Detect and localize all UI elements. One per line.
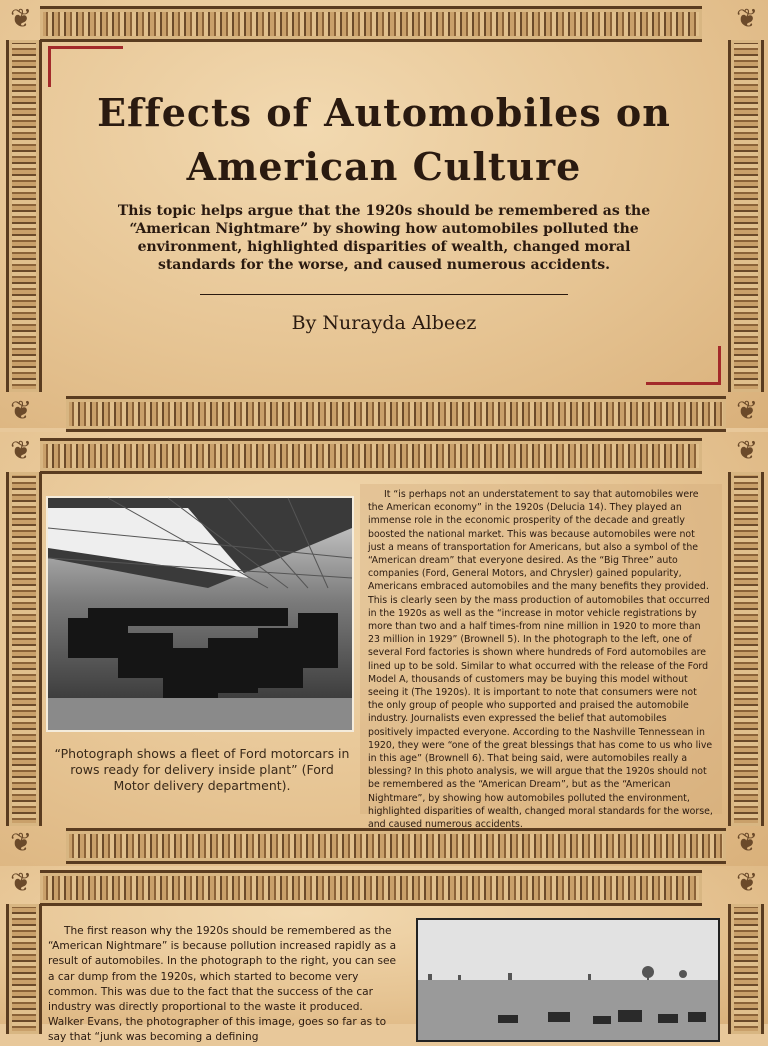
photo-car-dump bbox=[416, 918, 720, 1042]
divider bbox=[200, 294, 568, 295]
border-right bbox=[728, 904, 764, 1034]
ornament-icon: ❦ bbox=[10, 396, 32, 426]
page-title: Effects of Automobiles on American Culture bbox=[97, 90, 671, 189]
border-left bbox=[6, 472, 42, 826]
border-left bbox=[6, 40, 42, 392]
photo-caption: “Photograph shows a fleet of Ford motorcars in rows ready for delivery inside plant” (Ford Motor delivery department). bbox=[54, 746, 350, 793]
intro-paragraph: It “is perhaps not an understatement to say that automobiles were the American economy” in the 1920s (Delucia 14). They played an immense role in the economic prosperity of the decade and greatly boosted the national market. This was because automobiles were not just a means of transportation for Americans, but also a symbol of the “American dream” that everyone desired. As the “Big Three” auto companies (Ford, General Motors, and Chrysler) gained popularity, Americans embraced automobiles and the many benefits they provided. This is clearly seen by the mass production of automobiles that occurred in the 1920s as well as the “increase in motor vehicle registrations by more than two and a half times-from nine million in 1920 to more than 23 million in 1929” (Brownell 5). In the photograph to the left, one of several Ford factories is shown where hundreds of Ford automobiles are lined up to be sold. Similar to what occurred with the release of the Ford Model A, thousands of customers may be buying this model without seeing it (The 1920s). It is important to note that consumers were not the only group of people who supported and praised the automobile industry. Journalists even expressed the belief that automobiles positively impacted everyone. According to the Nashville Tennessean in 1920, they were “one of the great blessings that has come to us who live in this age” (Brownell 6). That being said, were automobiles really a blessing? In this photo analysis, we will argue that the 1920s should not be remembered as the “American Dream”, but as the “American Nightmare”, by showing how automobiles polluted the environment, highlighted disparities of wealth, changed moral standards for the worse, and caused numerous accidents. bbox=[368, 489, 713, 831]
ornament-icon: ❦ bbox=[736, 396, 758, 426]
border-top bbox=[40, 870, 702, 906]
ornament-icon: ❦ bbox=[10, 436, 32, 466]
ornament-icon: ❦ bbox=[736, 4, 758, 34]
ornament-icon: ❦ bbox=[10, 828, 32, 858]
photo-car-dump-image bbox=[418, 920, 718, 1040]
border-bottom bbox=[66, 396, 726, 432]
border-right bbox=[728, 472, 764, 826]
border-left bbox=[6, 904, 42, 1034]
page-subtitle: This topic helps argue that the 1920s should be remembered as the “American Nightmare” by showing how automobiles polluted the environment, highlighted disparities of wealth, changed moral standards for the worse, and caused numerous accidents. bbox=[117, 203, 651, 273]
ornament-icon: ❦ bbox=[736, 436, 758, 466]
corner-bracket bbox=[48, 46, 123, 87]
border-top bbox=[40, 438, 702, 474]
photo-factory bbox=[46, 496, 354, 732]
ornament-icon: ❦ bbox=[10, 868, 32, 898]
pollution-paragraph: The first reason why the 1920s should be remembered as the “American Nightmare” is because pollution increased rapidly as a result of automobiles. In the photograph to the right, you can see a car dump from the 1920s, which started to become very common. This was due to the fact that the success of the car industry was directly proportional to the waste it produced. Walker Evans, the photographer of this image, goes so far as to say that “junk was becoming a defining bbox=[48, 925, 397, 1044]
ornament-icon: ❦ bbox=[10, 4, 32, 34]
border-top bbox=[40, 6, 702, 42]
border-right bbox=[728, 40, 764, 392]
ornament-icon: ❦ bbox=[736, 868, 758, 898]
ornament-icon: ❦ bbox=[736, 828, 758, 858]
corner-bracket bbox=[646, 346, 721, 385]
border-bottom bbox=[66, 828, 726, 864]
author-byline: By Nurayda Albeez bbox=[291, 312, 477, 334]
photo-factory-image bbox=[48, 498, 352, 730]
